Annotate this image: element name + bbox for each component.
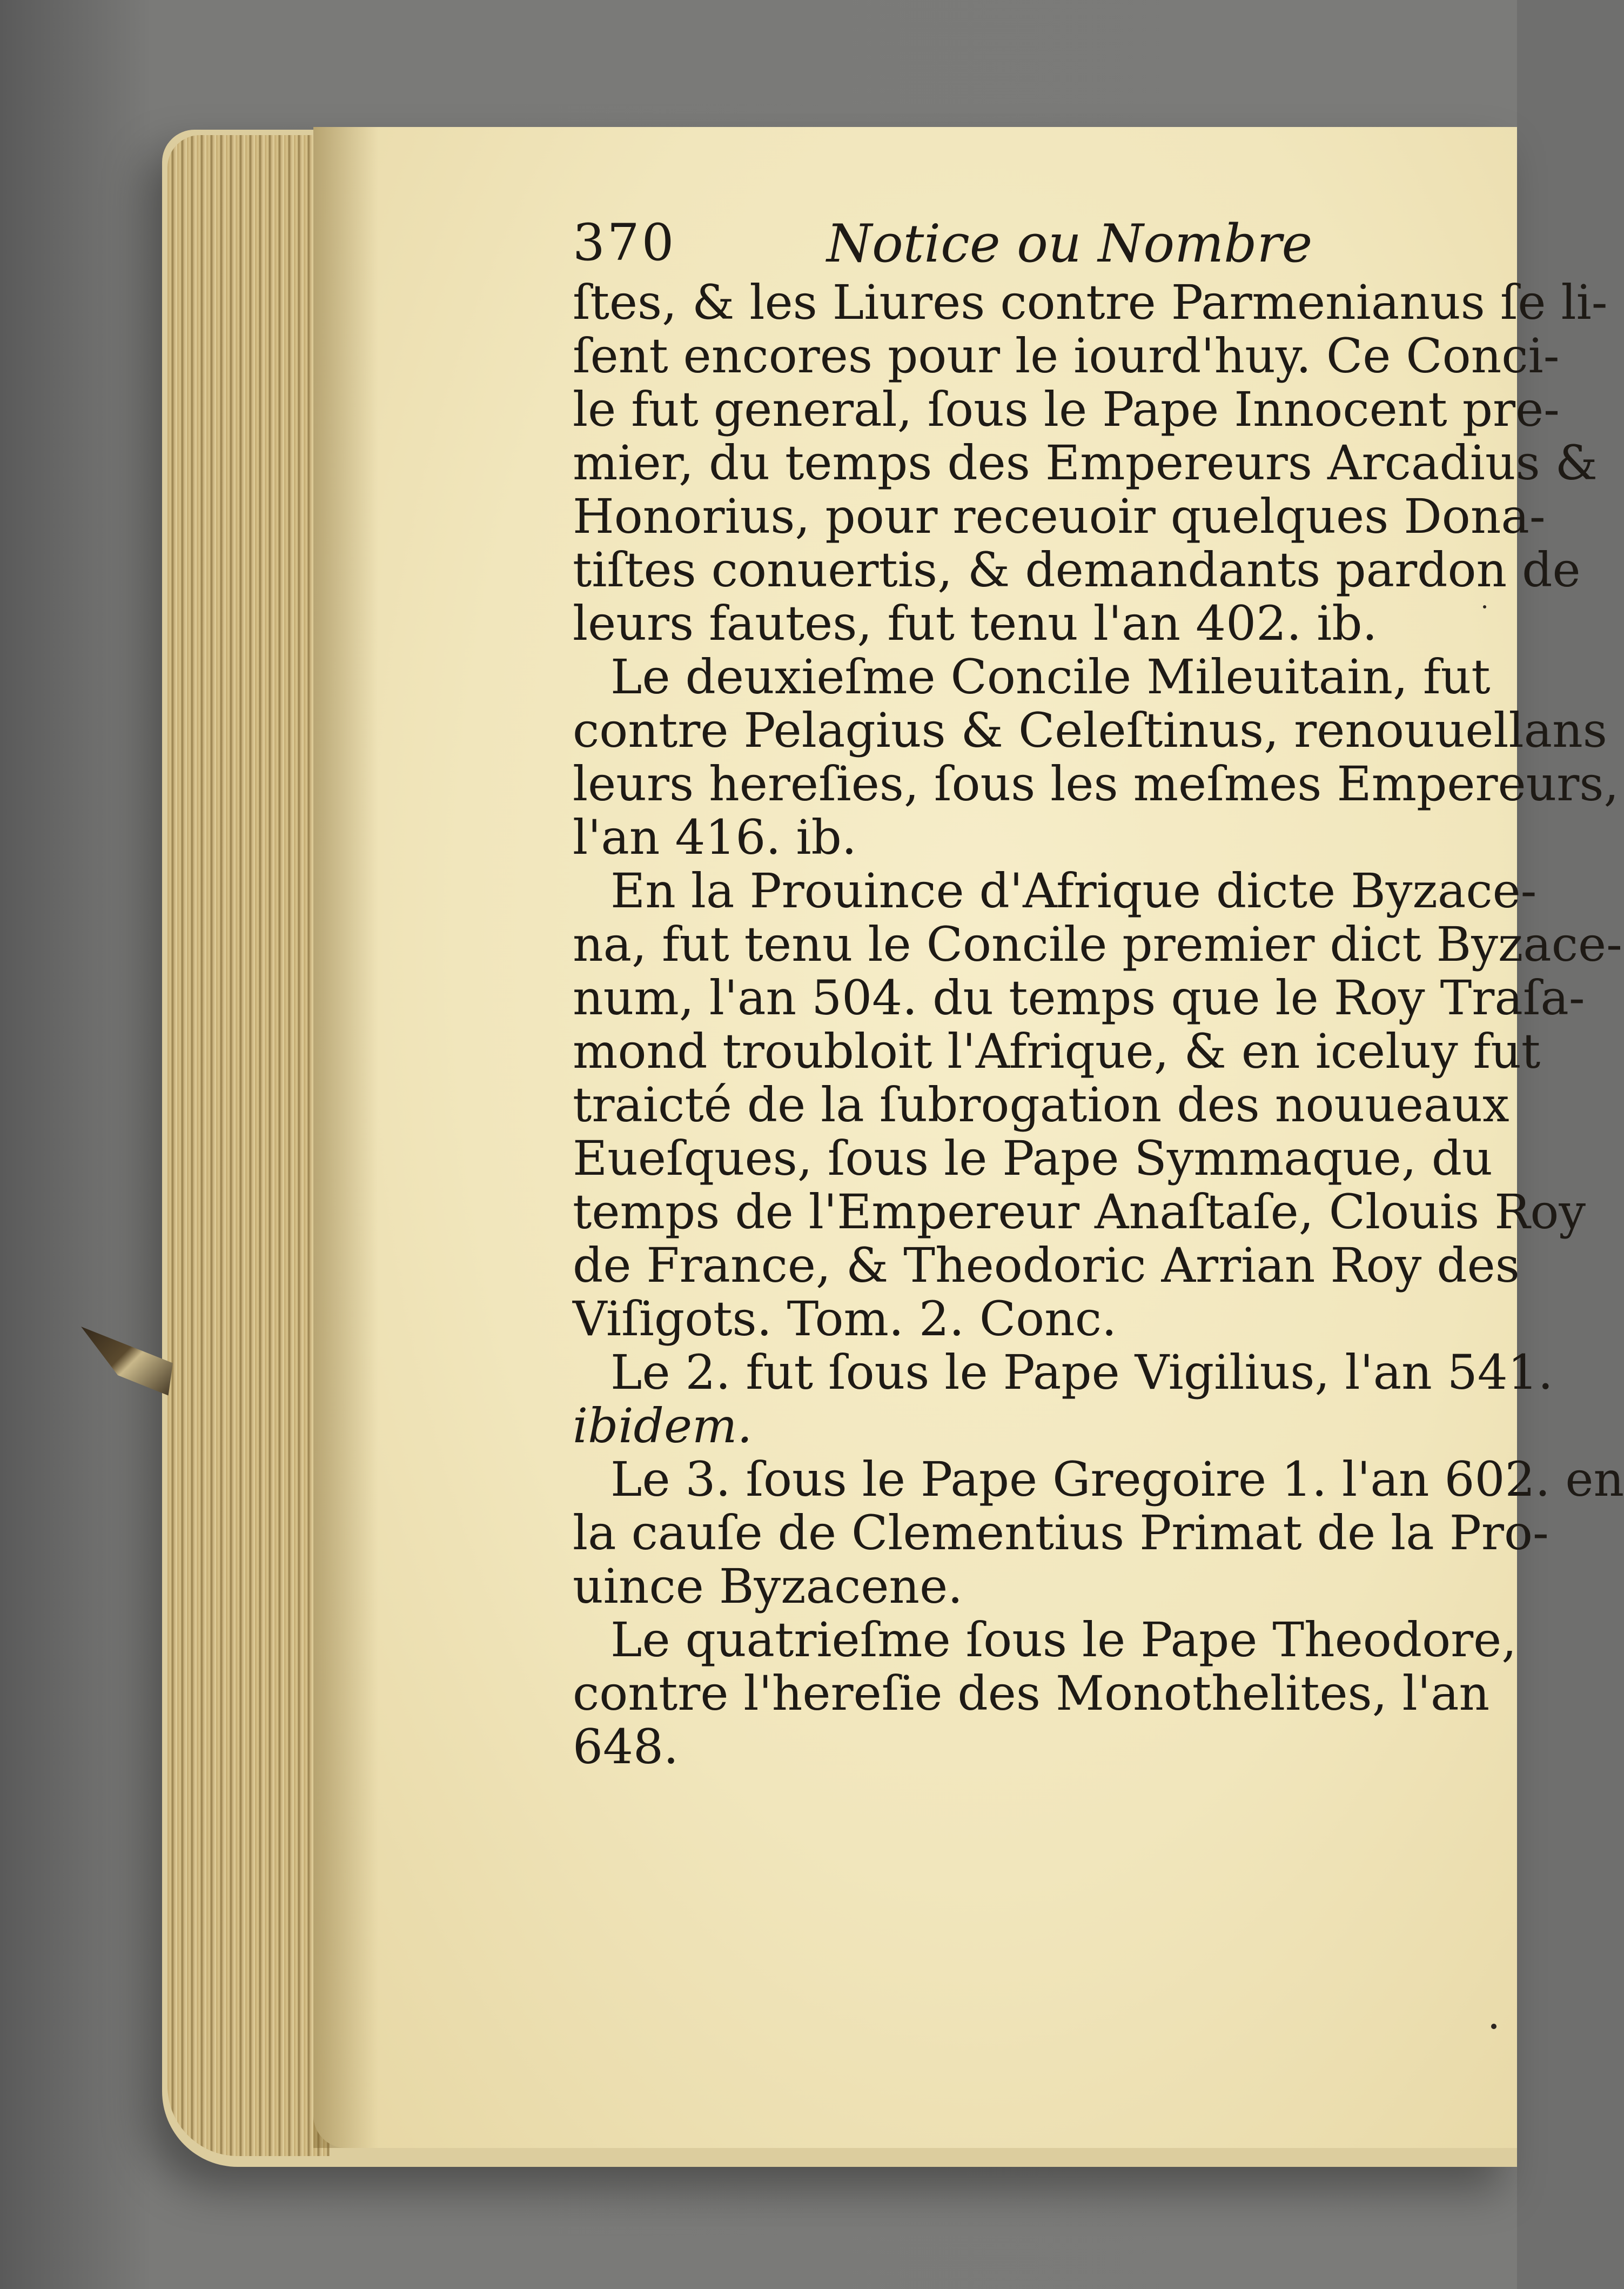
text-line: Le 2. fut ſous le Pape Vigilius, l'an 541. bbox=[610, 1344, 1553, 1400]
text-line: contre Pelagius & Celeſtinus, renouuellans bbox=[573, 702, 1607, 758]
text-line: temps de l'Empereur Anaſtaſe, Clouis Roy bbox=[573, 1184, 1586, 1240]
text-line: la cauſe de Clementius Primat de la Pro- bbox=[573, 1505, 1549, 1561]
body-text bbox=[573, 275, 1624, 1775]
text-line: na, fut tenu le Concile premier dict Byzace- bbox=[573, 916, 1622, 972]
text-line: 648. bbox=[573, 1719, 679, 1775]
text-line: uince Byzacene. bbox=[573, 1558, 963, 1614]
page-number: 370 bbox=[573, 213, 676, 272]
ink-speck bbox=[1483, 605, 1486, 608]
text-line: traicté de la ſubrogation des nouueaux bbox=[573, 1077, 1509, 1133]
text-line: Viſigots. Tom. 2. Conc. bbox=[573, 1291, 1117, 1347]
text-line: leurs fautes, fut tenu l'an 402. ib. bbox=[573, 595, 1378, 651]
text-line: leurs hereſies, ſous les meſmes Empereurs, bbox=[573, 756, 1619, 812]
running-title: Notice ou Nombre bbox=[827, 213, 1313, 274]
running-head bbox=[573, 213, 1491, 278]
text-line: contre l'hereſie des Monothelites, l'an bbox=[573, 1665, 1490, 1721]
text-line: le fut general, ſous le Pape Innocent pre- bbox=[573, 382, 1560, 437]
page-gutter-shadow bbox=[313, 127, 378, 2148]
page-edges bbox=[167, 135, 330, 2156]
text-line: l'an 416. ib. bbox=[573, 809, 857, 865]
text-line: ſtes, & les Liures contre Parmenianus ſe li- bbox=[573, 275, 1608, 330]
text-line: de France, & Theodoric Arrian Roy des bbox=[573, 1237, 1520, 1293]
text-line: mond troubloit l'Afrique, & en iceluy fut bbox=[573, 1023, 1541, 1079]
text-line: mier, du temps des Empereurs Arcadius & bbox=[573, 435, 1598, 491]
text-line: ibidem. bbox=[573, 1398, 753, 1454]
text-line: tiſtes conuertis, & demandants pardon de bbox=[573, 542, 1581, 598]
paragraph bbox=[573, 1344, 1553, 1454]
ink-speck bbox=[1491, 2024, 1497, 2029]
paragraph bbox=[573, 863, 1622, 1347]
paragraph bbox=[573, 649, 1619, 865]
text-line: Le 3. ſous le Pape Gregoire 1. l'an 602. en bbox=[610, 1451, 1624, 1507]
text-line: ſent encores pour le iourd'huy. Ce Conci- bbox=[573, 328, 1560, 384]
paragraph bbox=[573, 1451, 1624, 1614]
paragraph bbox=[573, 275, 1608, 651]
text-line: Le deuxieſme Concile Mileuitain, fut bbox=[610, 649, 1491, 705]
text-line: En la Prouince d'Afrique dicte Byzace- bbox=[610, 863, 1537, 919]
text-line: Honorius, pour receuoir quelques Dona- bbox=[573, 488, 1546, 544]
paragraph bbox=[573, 1612, 1517, 1775]
text-line: Le quatrieſme ſous le Pape Theodore, bbox=[610, 1612, 1517, 1668]
text-line: Eueſques, ſous le Pape Symmaque, du bbox=[573, 1130, 1493, 1186]
text-line: num, l'an 504. du temps que le Roy Traſa- bbox=[573, 970, 1585, 1026]
